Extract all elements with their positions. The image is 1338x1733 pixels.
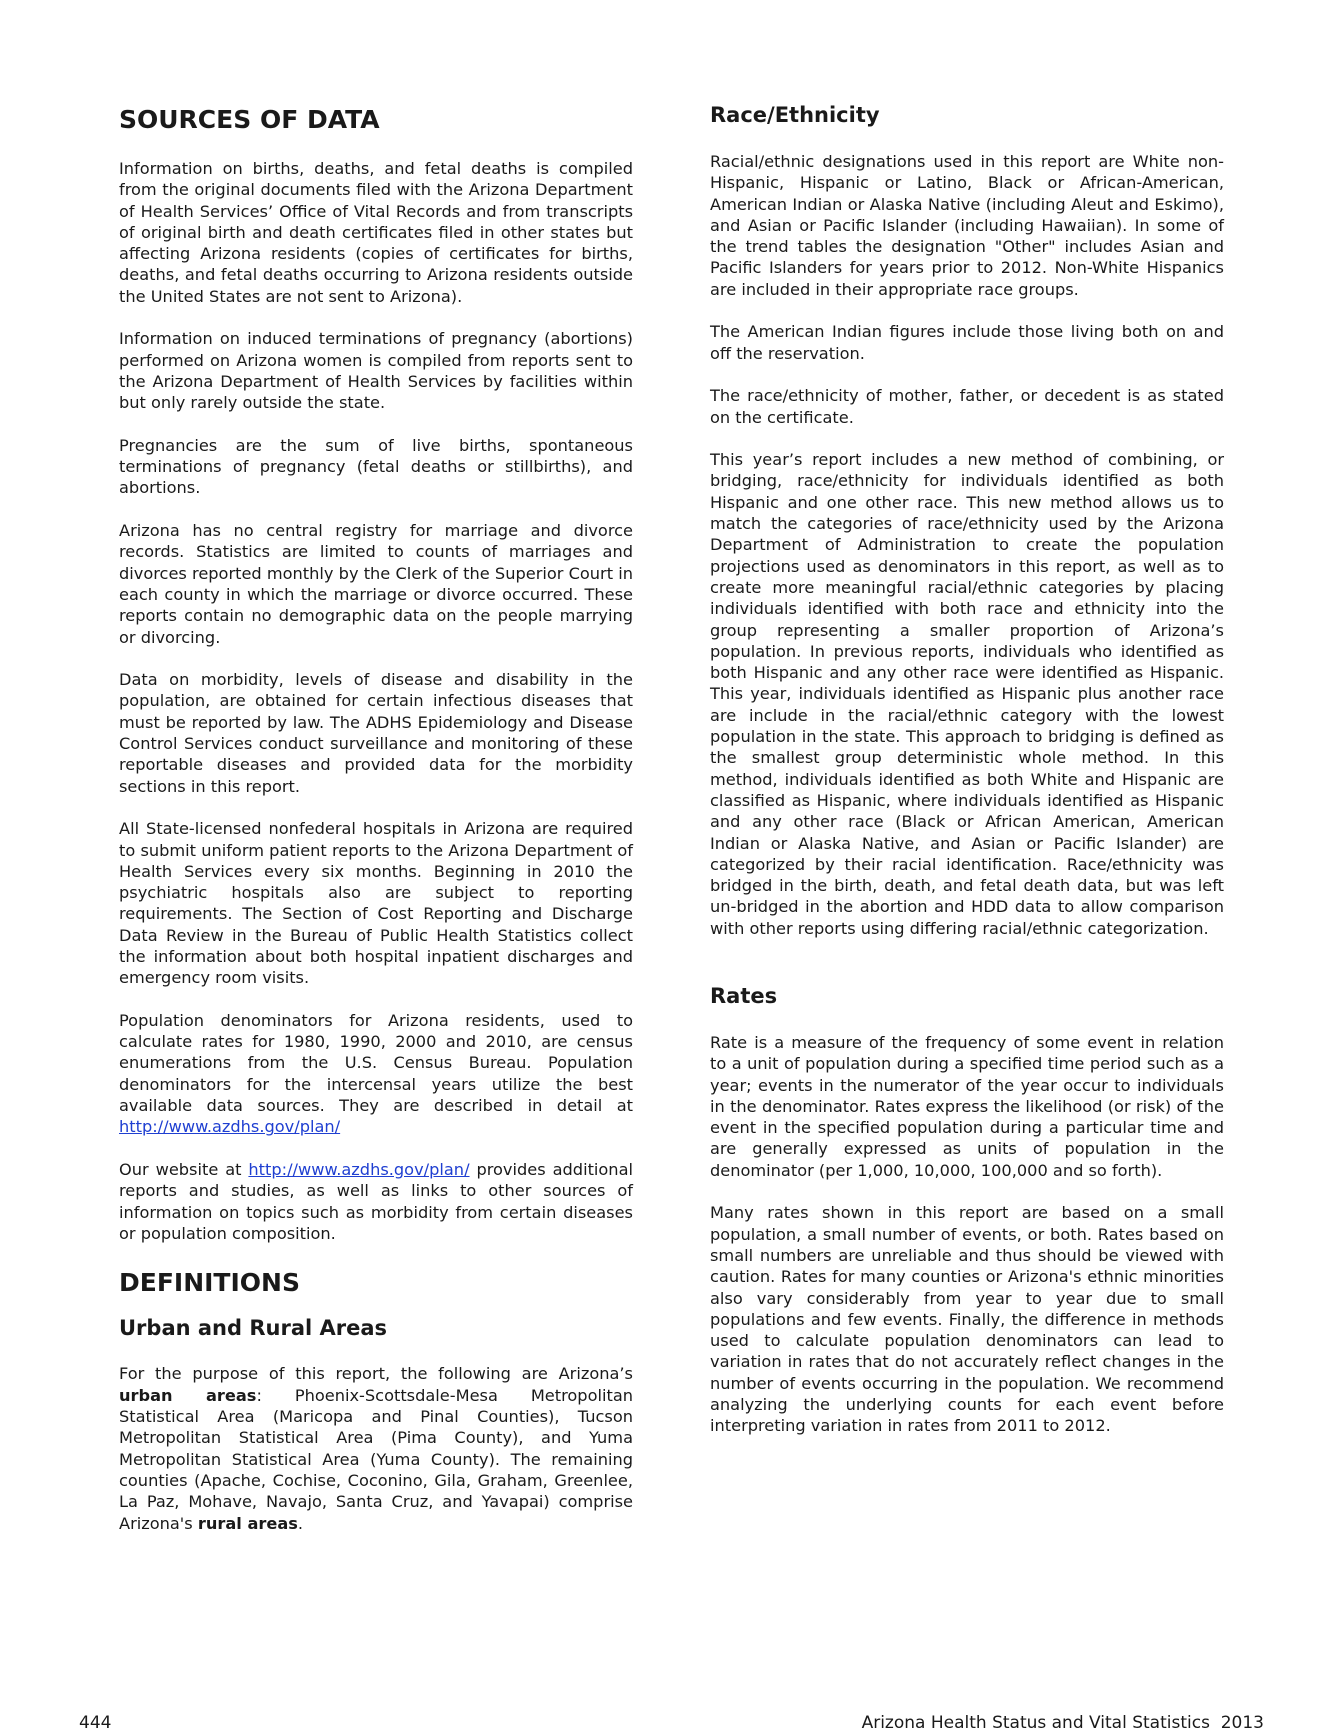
urban-text-middle: : Phoenix-Scottsdale-Mesa Metropolitan Statistical Area (Maricopa and Pinal Counties), Tucson Metropolitan Statistical Area (Pima County), and Yuma Metropolitan Statistical Area (Yuma County). The remaining counties (Apache, Cochise, Coconino, Gila, Graham, Greenlee, La Paz, Mohave, Navajo, Santa Cruz, and Yavapai) comprise Arizona's xyxy=(119,1385,634,1533)
urban-areas-bold: urban areas xyxy=(119,1385,257,1405)
american-indian-paragraph: The American Indian figures include those living both on and off the reservation. xyxy=(710,322,1224,363)
population-denominators-text: Population denominators for Arizona residents, used to calculate rates for 1980, 1990, 2000 and 2010, are census enumerations from the U.S. Census Bureau. Population denominators for the intercensal years utilize the best available data sources. They are described in detail at xyxy=(119,1010,633,1116)
page-number: 444 xyxy=(79,1713,112,1733)
small-numbers-paragraph: Many rates shown in this report are based on a small population, a small number of events, or both. Rates based on small numbers are unreliable and thus should be viewed with caution. Rates for many counties or Arizona's ethnic minorities also vary considerably from year to year due to small populations and few events. Finally, the difference in methods used to calculate population denominators can lead to variation in rates that do not accurately reflect changes in the number of events occurring in the population. We recommend analyzing the underlying counts for each event before interpreting variation in rates from 2011 to 2012. xyxy=(710,1203,1224,1436)
race-ethnicity-heading: Race/Ethnicity xyxy=(710,103,880,127)
bridging-method-paragraph: This year’s report includes a new method of combining, or bridging, race/ethnicity for individuals identified as both Hispanic and one other race. This new method allows us to match the categories of race/ethnicity used by the Arizona Department of Administration to create the population projections used as denominators in this report, as well as to create more meaningful racial/ethnic categories by placing individuals identified with both race and ethnicity into the group representing a smaller proportion of Arizona’s population. In previous reports, individuals who identified as both Hispanic and any other race were identified as Hispanic. This year, individuals identified as Hispanic plus another race are include in the racial/ethnic category with the lowest population in the state. This approach to bridging is defined as the smallest group deterministic whole method. In this method, individuals identified as both White and Hispanic are classified as Hispanic, where individuals identified as Hispanic and any other race (Black or African American, American Indian or Alaska Native, and Asian or Pacific Islander) are categorized by their racial identification. Race/ethnicity was bridged in the birth, death, and fetal death data, but was left un-bridged in the abortion and HDD data to allow comparison with other reports using differing racial/ethnic categorization. xyxy=(710,450,1224,938)
website-text-before: Our website at xyxy=(119,1159,249,1179)
race-as-stated-paragraph: The race/ethnicity of mother, father, or decedent is as stated on the certificate. xyxy=(710,386,1224,427)
racial-designations-paragraph: Racial/ethnic designations used in this report are White non-Hispanic, Hispanic or Latino, Black or African-American, American Indian or Alaska Native (including Aleut and Eskimo), and Asian or Pacific Islander (including Hawaiian). In some of the trend tables the designation "Other" includes Asian and Pacific Islanders for years prior to 2012. Non-White Hispanics are included in their appropriate race groups. xyxy=(710,152,1224,299)
population-denominators-paragraph xyxy=(119,1010,633,1138)
rates-heading: Rates xyxy=(710,983,778,1008)
urban-rural-paragraph xyxy=(119,1363,633,1533)
marriage-divorce-paragraph: Arizona has no central registry for marriage and divorce records. Statistics are limited to counts of marriages and divorces reported monthly by the Clerk of the Superior Court in each county in which the marriage or divorce occurred. These reports contain no demographic data on the people marrying or divorcing. xyxy=(119,521,633,647)
rate-definition-paragraph: Rate is a measure of the frequency of some event in relation to a unit of population during a specified time period such as a year; events in the numerator of the year occur to individuals in the denominator. Rates express the likelihood (or risk) of the event in the specified population during a particular time and are generally expressed as units of population in the denominator (per 1,000, 10,000, 100,000 and so forth). xyxy=(710,1032,1224,1180)
morbidity-paragraph: Data on morbidity, levels of disease and disability in the population, are obtained for certain infectious diseases that must be reported by law. The ADHS Epidemiology and Disease Control Services conduct surveillance and monitoring of these reportable diseases and provided data for the morbidity sections in this report. xyxy=(119,670,633,796)
right-column xyxy=(710,102,1224,1458)
urban-text-before: For the purpose of this report, the following are Arizona’s xyxy=(119,1364,633,1384)
azdhs-plan-link[interactable]: http://www.azdhs.gov/plan/ xyxy=(119,1117,341,1137)
sources-of-data-heading: SOURCES OF DATA xyxy=(119,105,380,134)
website-link[interactable]: http://www.azdhs.gov/plan/ xyxy=(248,1159,470,1179)
hospital-reports-paragraph: All State-licensed nonfederal hospitals in Arizona are required to submit uniform patient reports to the Arizona Department of Health Services every six months. Beginning in 2010 the psychiatric hospitals also are subject to reporting requirements. The Section of Cost Reporting and Discharge Data Review in the Bureau of Public Health Statistics collect the information about both hospital inpatient discharges and emergency room visits. xyxy=(119,819,633,988)
website-paragraph xyxy=(119,1159,633,1244)
website-text-after: provides additional reports and studies, as well as links to other sources of information on topics such as morbidity from certain diseases or population composition. xyxy=(119,1159,633,1243)
rural-areas-bold: rural areas xyxy=(197,1513,298,1533)
left-column xyxy=(119,102,633,1555)
urban-rural-heading: Urban and Rural Areas xyxy=(119,1316,388,1341)
pregnancies-paragraph: Pregnancies are the sum of live births, spontaneous terminations of pregnancy (fetal deaths or stillbirths), and abortions. xyxy=(119,435,633,498)
definitions-heading: DEFINITIONS xyxy=(119,1268,300,1298)
urban-text-end: . xyxy=(297,1513,304,1533)
abortions-paragraph: Information on induced terminations of pregnancy (abortions) performed on Arizona women is compiled from reports sent to the Arizona Department of Health Services by facilities within but only rarely outside the state. xyxy=(119,329,633,413)
births-deaths-paragraph: Information on births, deaths, and fetal deaths is compiled from the original documents filed with the Arizona Department of Health Services’ Office of Vital Records and from transcripts of original birth and death certificates filed in other states but affecting Arizona residents (copies of certificates for births, deaths, and fetal deaths occurring to Arizona residents outside the United States are not sent to Arizona). xyxy=(119,159,633,306)
report-title-footer: Arizona Health Status and Vital Statistics 2013 xyxy=(861,1713,1264,1733)
